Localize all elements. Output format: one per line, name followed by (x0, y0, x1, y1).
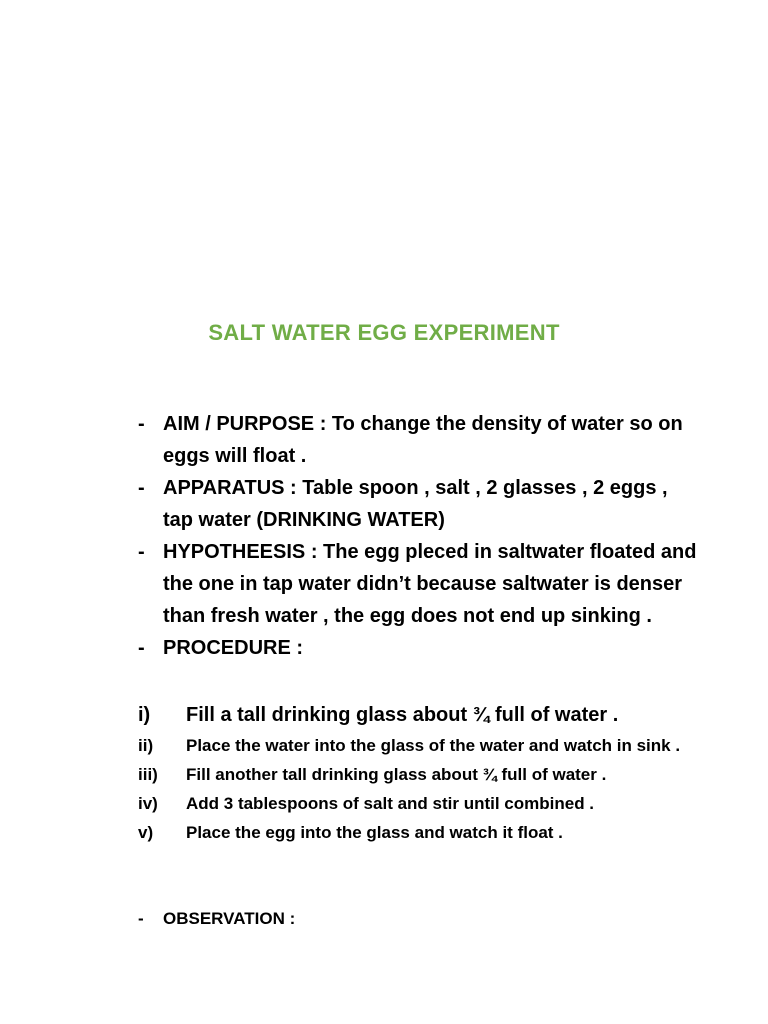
step-text: Place the egg into the glass and watch it float . (186, 823, 563, 842)
step-number: v) (138, 823, 154, 842)
section-procedure (138, 632, 698, 664)
document-title: SALT WATER EGG EXPERIMENT (208, 320, 560, 345)
step-text: Fill another tall drinking glass about ¾ full of water . (186, 765, 607, 784)
step-text: Add 3 tablespoons of salt and stir until combined . (186, 794, 595, 813)
bullet-dash: - (138, 413, 145, 435)
bullet-dash: - (138, 909, 144, 928)
procedure-step (138, 818, 698, 847)
step-number: iv) (138, 794, 158, 813)
section-observation-heading: OBSERVATION : (163, 909, 296, 928)
section-aim-text: AIM / PURPOSE : To change the density of water so on eggs will float . (163, 413, 683, 467)
bullet-dash: - (138, 637, 145, 659)
bullet-dash: - (138, 541, 145, 563)
section-apparatus-text: APPARATUS : Table spoon , salt , 2 glasses , 2 eggs , tap water (DRINKING WATER) (163, 477, 668, 531)
section-aim (138, 408, 698, 472)
section-hypothesis (138, 536, 698, 632)
procedure-step (138, 731, 698, 760)
section-hypothesis-text: HYPOTHEESIS : The egg pleced in saltwater floated and the one in tap water didn’t because saltwater is denser than fresh water , the egg does not end up sinking . (163, 541, 697, 627)
step-text: Place the water into the glass of the water and watch in sink . (186, 736, 681, 755)
step-number: iii) (138, 765, 158, 784)
step-number: i) (138, 704, 151, 726)
procedure-step (138, 699, 698, 731)
section-observation (138, 904, 723, 934)
bullet-dash: - (138, 477, 145, 499)
procedure-step (138, 789, 698, 818)
step-number: ii) (138, 736, 154, 755)
section-list (138, 408, 698, 664)
section-apparatus (138, 472, 698, 536)
procedure-step (138, 760, 698, 789)
step-text: Fill a tall drinking glass about ¾ full of water . (186, 704, 619, 726)
section-procedure-heading: PROCEDURE : (163, 637, 304, 659)
procedure-steps (138, 699, 698, 847)
